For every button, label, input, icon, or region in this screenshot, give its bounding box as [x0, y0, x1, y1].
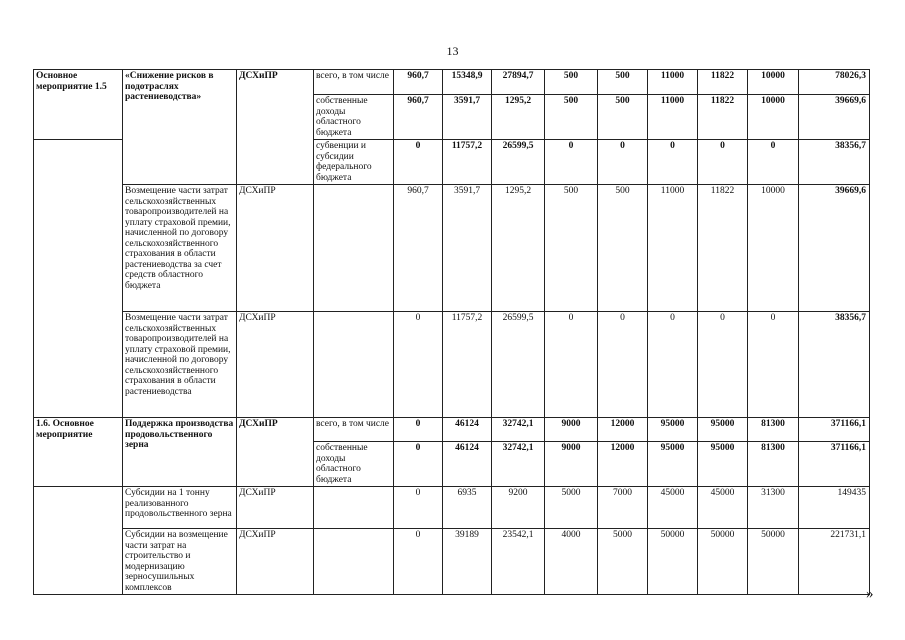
funding-source-cell: [314, 185, 394, 312]
value-cell: 95000: [648, 442, 698, 487]
event-name-cell: Возмещение части затрат сельскохозяйственных товаропроизводителей на уплату страховой премии, начисленной по договору сельскохозяйственного страхования в области растениеводства за счет средств областного бюджета: [123, 185, 237, 312]
funding-source-cell: субвенции и субсидии федерального бюджета: [314, 140, 394, 185]
value-cell: 500: [598, 95, 648, 140]
value-cell: 4000: [545, 529, 598, 595]
value-cell: 11822: [698, 70, 748, 95]
value-cell: 960,7: [394, 185, 443, 312]
value-cell: 1295,2: [492, 185, 545, 312]
value-cell: 10000: [748, 70, 799, 95]
value-cell: 46124: [443, 442, 492, 487]
value-cell: 0: [648, 140, 698, 185]
value-cell: 500: [598, 70, 648, 95]
value-cell: 95000: [698, 418, 748, 442]
funding-source-cell: [314, 487, 394, 529]
funding-source-cell: всего, в том числе: [314, 70, 394, 95]
value-cell: 11822: [698, 95, 748, 140]
value-cell: 27894,7: [492, 70, 545, 95]
value-cell: 0: [698, 140, 748, 185]
table-row: [34, 312, 870, 418]
value-cell: 32742,1: [492, 418, 545, 442]
value-cell: 500: [545, 95, 598, 140]
value-cell: 0: [394, 418, 443, 442]
value-cell: 26599,5: [492, 140, 545, 185]
value-cell: 960,7: [394, 95, 443, 140]
value-cell: 0: [394, 529, 443, 595]
budget-table: [33, 69, 870, 595]
value-cell: 11000: [648, 95, 698, 140]
event-name-cell: Поддержка производства продовольственного зерна: [123, 418, 237, 487]
value-cell: 0: [598, 312, 648, 418]
value-cell: 26599,5: [492, 312, 545, 418]
value-cell: 81300: [748, 442, 799, 487]
value-cell: 81300: [748, 418, 799, 442]
value-cell: 10000: [748, 95, 799, 140]
value-cell: 0: [394, 140, 443, 185]
value-cell: 23542,1: [492, 529, 545, 595]
value-cell: 0: [748, 312, 799, 418]
value-cell: 11757,2: [443, 312, 492, 418]
event-cell: 1.6. Основное мероприятие: [34, 418, 123, 487]
total-cell: 371166,1: [799, 418, 870, 442]
total-cell: 221731,1: [799, 529, 870, 595]
funding-source-cell: собственные доходы областного бюджета: [314, 95, 394, 140]
value-cell: 11757,2: [443, 140, 492, 185]
value-cell: 9000: [545, 442, 598, 487]
value-cell: 50000: [748, 529, 799, 595]
value-cell: 95000: [698, 442, 748, 487]
value-cell: 45000: [698, 487, 748, 529]
executor-cell: ДСХиПР: [237, 70, 314, 185]
table-row: [34, 418, 870, 442]
value-cell: 11000: [648, 185, 698, 312]
value-cell: 500: [598, 185, 648, 312]
executor-cell: ДСХиПР: [237, 418, 314, 487]
page-number: 13: [446, 44, 459, 58]
value-cell: 5000: [598, 529, 648, 595]
value-cell: 500: [545, 70, 598, 95]
value-cell: 0: [598, 140, 648, 185]
total-cell: 39669,6: [799, 95, 870, 140]
value-cell: 50000: [698, 529, 748, 595]
value-cell: 960,7: [394, 70, 443, 95]
value-cell: 10000: [748, 185, 799, 312]
value-cell: 15348,9: [443, 70, 492, 95]
event-cell: Основное мероприятие 1.5: [34, 70, 123, 140]
closing-quote-mark: »: [866, 586, 874, 602]
event-name-cell: Субсидии на 1 тонну реализованного продовольственного зерна: [123, 487, 237, 529]
table-row: [34, 70, 870, 95]
event-cell-empty: [34, 487, 123, 595]
value-cell: 0: [394, 312, 443, 418]
value-cell: 12000: [598, 418, 648, 442]
total-cell: 149435: [799, 487, 870, 529]
value-cell: 9200: [492, 487, 545, 529]
value-cell: 0: [394, 442, 443, 487]
event-name-cell: «Снижение рисков в подотраслях растениеводства»: [123, 70, 237, 185]
event-name-cell: Субсидии на возмещение части затрат на строительство и модернизацию зерносушильных комплексов: [123, 529, 237, 595]
value-cell: 0: [698, 312, 748, 418]
value-cell: 1295,2: [492, 95, 545, 140]
total-cell: 38356,7: [799, 140, 870, 185]
value-cell: 6935: [443, 487, 492, 529]
value-cell: 12000: [598, 442, 648, 487]
value-cell: 0: [394, 487, 443, 529]
total-cell: 38356,7: [799, 312, 870, 418]
value-cell: 9000: [545, 418, 598, 442]
table-row: [34, 185, 870, 312]
executor-cell: ДСХиПР: [237, 529, 314, 595]
value-cell: 50000: [648, 529, 698, 595]
value-cell: 3591,7: [443, 185, 492, 312]
total-cell: 78026,3: [799, 70, 870, 95]
total-cell: 39669,6: [799, 185, 870, 312]
value-cell: 11000: [648, 70, 698, 95]
value-cell: 3591,7: [443, 95, 492, 140]
event-name-cell: Возмещение части затрат сельскохозяйственных товаропроизводителей на уплату страховой премии, начисленной по договору сельскохозяйственного страхования в области растениеводства: [123, 312, 237, 418]
value-cell: 0: [545, 312, 598, 418]
funding-source-cell: всего, в том числе: [314, 418, 394, 442]
value-cell: 0: [748, 140, 799, 185]
funding-source-cell: [314, 312, 394, 418]
value-cell: 39189: [443, 529, 492, 595]
value-cell: 45000: [648, 487, 698, 529]
total-cell: 371166,1: [799, 442, 870, 487]
value-cell: 5000: [545, 487, 598, 529]
table-row: [34, 487, 870, 529]
value-cell: 11822: [698, 185, 748, 312]
executor-cell: ДСХиПР: [237, 487, 314, 529]
value-cell: 95000: [648, 418, 698, 442]
executor-cell: ДСХиПР: [237, 185, 314, 312]
value-cell: 46124: [443, 418, 492, 442]
executor-cell: ДСХиПР: [237, 312, 314, 418]
value-cell: 0: [545, 140, 598, 185]
value-cell: 31300: [748, 487, 799, 529]
funding-source-cell: [314, 529, 394, 595]
value-cell: 7000: [598, 487, 648, 529]
funding-source-cell: собственные доходы областного бюджета: [314, 442, 394, 487]
value-cell: 32742,1: [492, 442, 545, 487]
value-cell: 0: [648, 312, 698, 418]
table-row: [34, 529, 870, 595]
event-cell-empty: [34, 140, 123, 418]
value-cell: 500: [545, 185, 598, 312]
